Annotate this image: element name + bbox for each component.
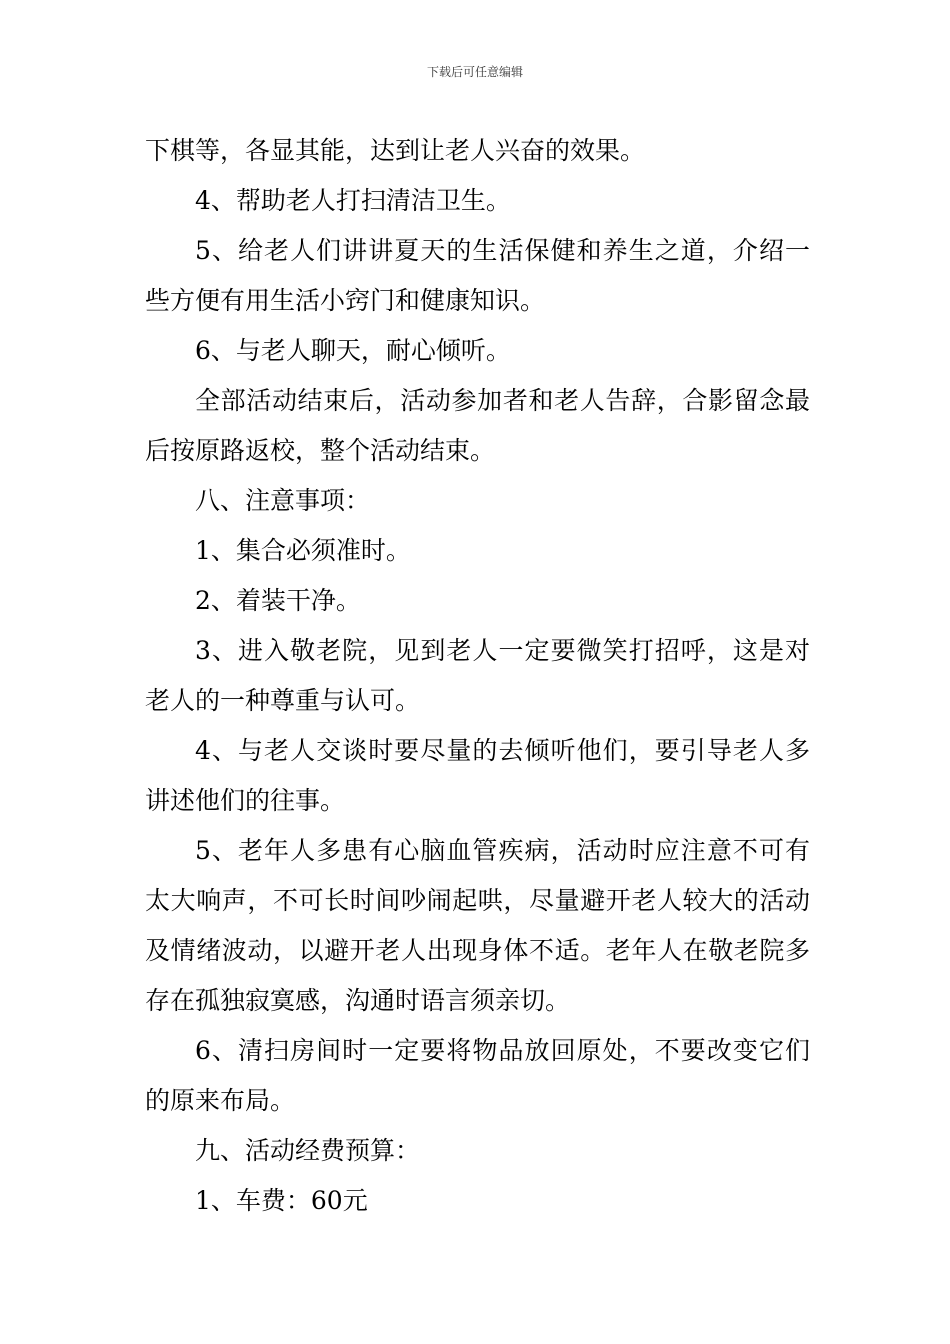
section-heading-budget: 九、活动经费预算： bbox=[195, 1136, 421, 1165]
paragraph-note-3: 3、进入敬老院，见到老人一定要微笑打招呼，这是对老人的一种尊重与认可。 bbox=[145, 636, 810, 715]
paragraph-item-6-chat: 6、与老人聊天，耐心倾听。 bbox=[195, 336, 511, 365]
page-header: 下载后可任意编辑 bbox=[426, 65, 523, 79]
paragraph-note-1: 1、集合必须准时。 bbox=[195, 536, 411, 565]
paragraph-note-4: 4、与老人交谈时要尽量的去倾听他们，要引导老人多讲述他们的往事。 bbox=[145, 736, 810, 815]
paragraph-budget-1: 1、车费：60元 bbox=[195, 1186, 368, 1215]
paragraph-note-5: 5、老年人多患有心脑血管疾病，活动时应注意不可有太大响声，不可长时间吵闹起哄，尽量避开老人较大的活动及情绪波动，以避开老人出现身体不适。老年人在敬老院多存在孤独寂寞感，沟通时语言须亲切。 bbox=[145, 836, 810, 1015]
document-body bbox=[145, 126, 810, 1226]
paragraph-continuation: 下棋等，各显其能，达到让老人兴奋的效果。 bbox=[145, 136, 646, 165]
paragraph-note-6: 6、清扫房间时一定要将物品放回原处，不要改变它们的原来布局。 bbox=[145, 1036, 810, 1115]
paragraph-note-2: 2、着装干净。 bbox=[195, 586, 361, 615]
paragraph-activity-end: 全部活动结束后，活动参加者和老人告辞，合影留念最后按原路返校，整个活动结束。 bbox=[145, 386, 810, 465]
paragraph-item-5-health-talk: 5、给老人们讲讲夏天的生活保健和养生之道，介绍一些方便有用生活小窍门和健康知识。 bbox=[145, 236, 810, 315]
paragraph-item-4-cleaning: 4、帮助老人打扫清洁卫生。 bbox=[195, 186, 511, 215]
section-heading-notes: 八、注意事项： bbox=[195, 486, 371, 515]
